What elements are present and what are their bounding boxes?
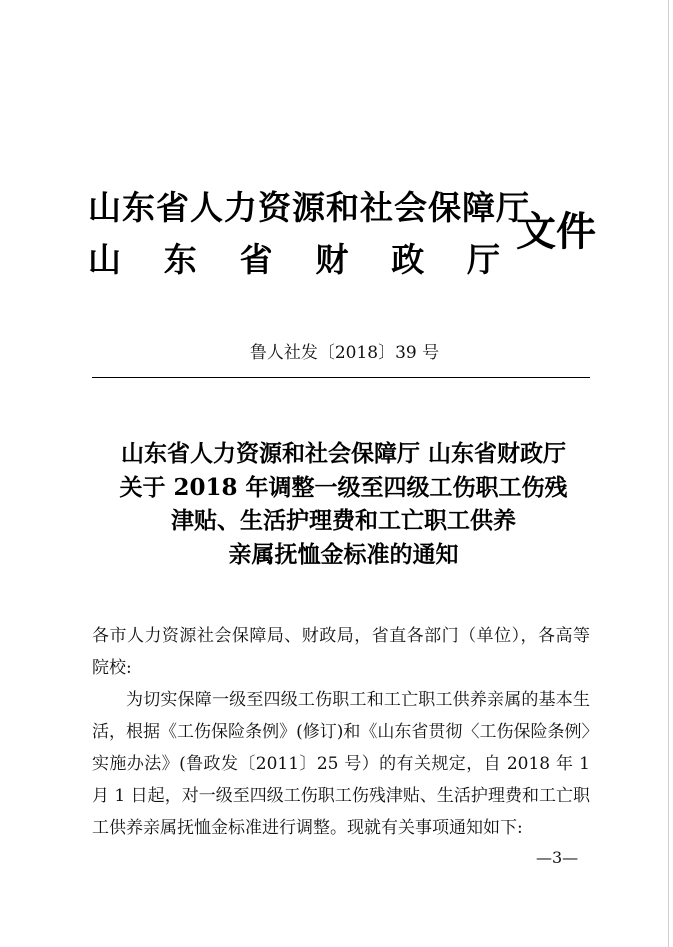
title-line: 亲属抚恤金标准的通知 bbox=[228, 540, 459, 568]
header-divider bbox=[92, 377, 590, 378]
title-line: 津贴、生活护理费和工亡职工供养 bbox=[171, 507, 516, 534]
issuer-line-finance bbox=[88, 240, 500, 280]
title-line: 山东省人力资源和社会保障厅 山东省财政厅 bbox=[120, 440, 566, 467]
document-label: 文件 bbox=[516, 208, 596, 255]
issuer-char: 财 bbox=[315, 240, 349, 279]
issuer-line-hrss: 山东省人力资源和社会保障厅 bbox=[88, 188, 530, 227]
body-paragraph: 为切实保障一级至四级工伤职工和工亡职工供养亲属的基本生活，根据《工伤保险条例》(修订)和《山东省贯彻〈工伤保险条例〉实施办法》(鲁政发〔2011〕25 号）的有关规定，自 2018 年 1 月 1 日起，对一级至四级工伤职工伤残津贴、生活护理费和工亡职工供养亲属抚恤金标准进行调整。现就有关事项通知如下: bbox=[92, 690, 590, 838]
title-line: 关于 2018 年调整一级至四级工伤职工伤残 bbox=[119, 473, 568, 501]
issuer-char: 省 bbox=[239, 240, 273, 279]
issuer-char: 山 bbox=[88, 240, 121, 279]
document-title bbox=[0, 437, 673, 571]
issuer-char: 东 bbox=[163, 240, 197, 279]
page-number: —3— bbox=[536, 848, 579, 867]
issuer-char: 政 bbox=[391, 240, 425, 279]
document-number: 鲁人社发〔2018〕39 号 bbox=[249, 343, 440, 363]
salutation: 各市人力资源社会保障局、财政局，省直各部门（单位），各高等院校: bbox=[92, 626, 590, 678]
issuer-char: 厅 bbox=[466, 240, 500, 279]
